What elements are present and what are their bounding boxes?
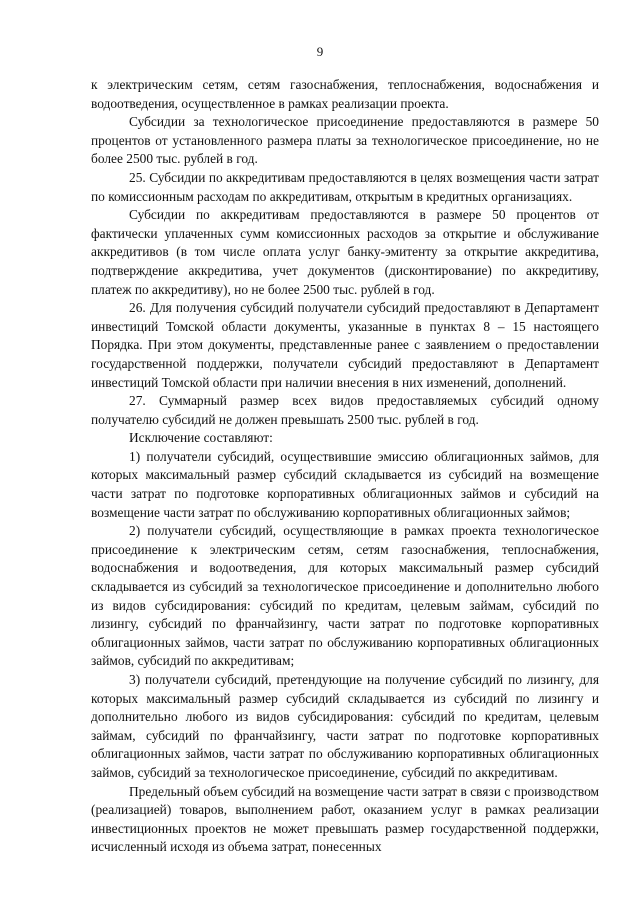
list-item-exception-3: 3) получатели субсидий, претендующие на получение субсидий по лизингу, для которых максимальный размер субсидий складывается из субсидий по лизингу и дополнительно любого из видов субсидирования: субсидий по кредитам, целевым займам, субсидий по франчайзингу, части затрат по подготовке корпоративных облигационных займов, части затрат по обслуживанию корпоративных облигационных займов, субсидий за технологическое присоединение, субсидий по аккредитивам. [91, 672, 599, 780]
list-item-exception-2: 2) получатели субсидий, осуществляющие в рамках проекта технологическое присоединение к электрическим сетям, сетям газоснабжения, теплоснабжения, водоснабжения и водоотведения, для которых максимальный размер субсидий складывается из субсидий за технологическое присоединение и дополнительно любого из видов субсидирования: субсидий по кредитам, целевым займам, субсидий по лизингу, субсидий по франчайзингу, части затрат по подготовке корпоративных облигационных займов, части затрат по обслуживанию корпоративных облигационных займов, субсидий по аккредитивам; [91, 523, 599, 669]
page-number: 9 [316, 44, 324, 59]
paragraph-exceptions-heading: Исключение составляют: [129, 430, 273, 446]
paragraph-27: 27. Суммарный размер всех видов предоставляемых субсидий одному получателю субсидий не должен превышать 2500 тыс. рублей в год. [91, 393, 599, 427]
paragraph-25: 25. Субсидии по аккредитивам предоставляются в целях возмещения части затрат по комиссионным расходам по аккредитивам, открытым в кредитных организациях. [91, 169, 599, 204]
paragraph-26: 26. Для получения субсидий получатели субсидий предоставляют в Департамент инвестиций Томской области документы, указанные в пунктах 8 – 15 настоящего Порядка. При этом документы, представленные ранее с заявлением о предоставлении государственной поддержки, получатели субсидий предоставляют в Департамент инвестиций Томской области при наличии внесения в них изменений, дополнений. [91, 300, 599, 390]
paragraph-continuation: к электрическим сетям, сетям газоснабжения, теплоснабжения, водоснабжения и водоотведения, осуществленное в рамках реализации проекта. [91, 77, 599, 111]
list-item-exception-1: 1) получатели субсидий, осуществившие эмиссию облигационных займов, для которых максимальный размер субсидий складывается из субсидий на возмещение части затрат по подготовке корпоративных облигационных займов и субсидий на возмещение части затрат по обслуживанию корпоративных облигационных займов; [91, 448, 599, 520]
document-body [91, 76, 599, 857]
paragraph-max-subsidy-volume: Предельный объем субсидий на возмещение части затрат в связи с производством (реализацией) товаров, выполнением работ, оказанием услуг в рамках реализации инвестиционных проектов не может превышать размер государственной поддержки, исчисленный исходя из объема затрат, понесенных [91, 783, 599, 855]
paragraph-tech-connection-size: Субсидии за технологическое присоединение предоставляются в размере 50 процентов от установленного размера платы за технологическое присоединение, но не более 2500 тыс. рублей в год. [91, 114, 599, 167]
paragraph-letters-of-credit-size: Субсидии по аккредитивам предоставляются в размере 50 процентов от фактически уплаченных сумм комиссионных расходов за открытие и обслуживание аккредитивов (в том числе оплата услуг банку-эмитенту за открытие аккредитива, подтверждение аккредитива, учет документов (дисконтирование) по аккредитиву, платеж по аккредитиву), но не более 2500 тыс. рублей в год. [91, 207, 599, 297]
